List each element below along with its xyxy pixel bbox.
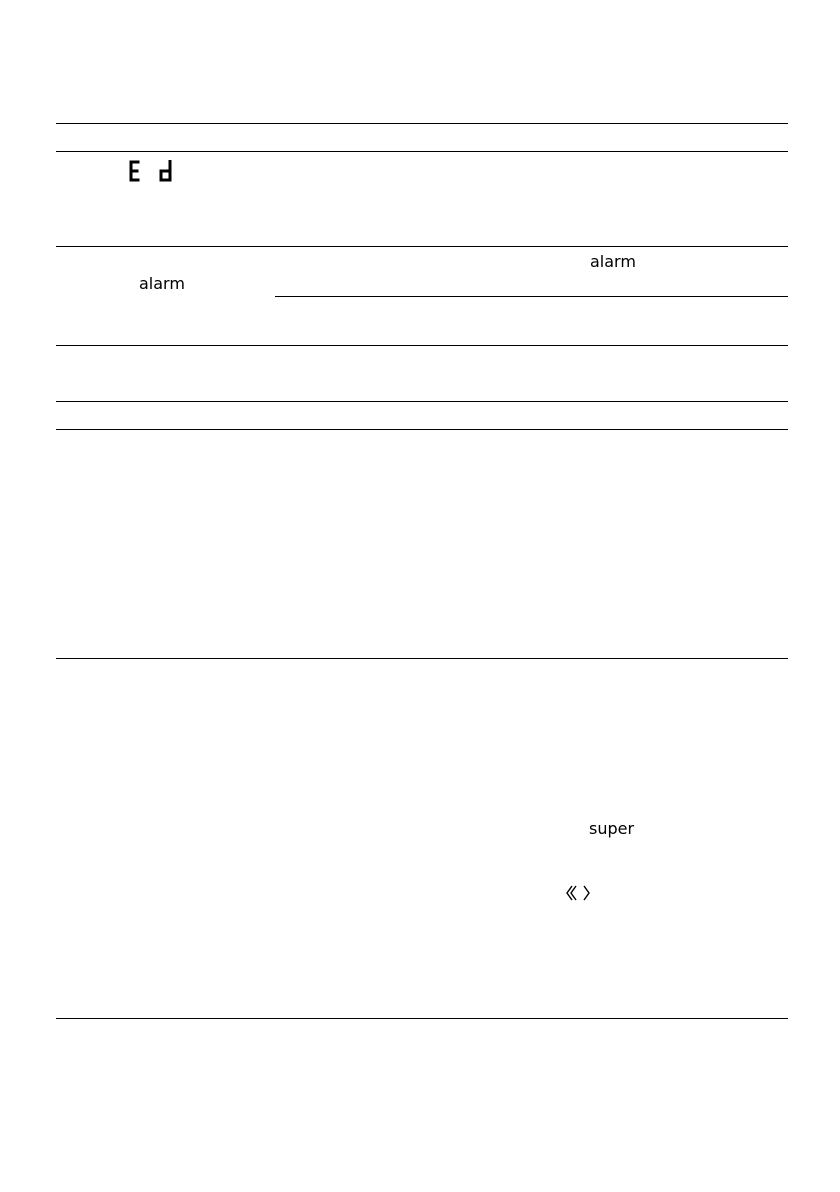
- table-rule-row5-bottom: [56, 1018, 788, 1019]
- alarm-label-column3: alarm: [590, 252, 636, 271]
- table-rule-row4-bottom: [56, 658, 788, 659]
- table-rule-section-top: [56, 401, 788, 402]
- table-rule-row1-bottom: [56, 246, 788, 247]
- table-rule-header-bottom: [56, 151, 788, 152]
- table-rule-section-bottom: [56, 429, 788, 430]
- super-label: super: [589, 819, 635, 838]
- segment-display-e-d-icon: [128, 160, 174, 182]
- table-rule-row2-divider: [275, 296, 788, 297]
- table-rule-header-top: [56, 123, 788, 124]
- table-rule-row2-bottom: [56, 345, 788, 346]
- chevron-left-right-icon: [566, 883, 596, 903]
- alarm-label-column1: alarm: [139, 274, 185, 293]
